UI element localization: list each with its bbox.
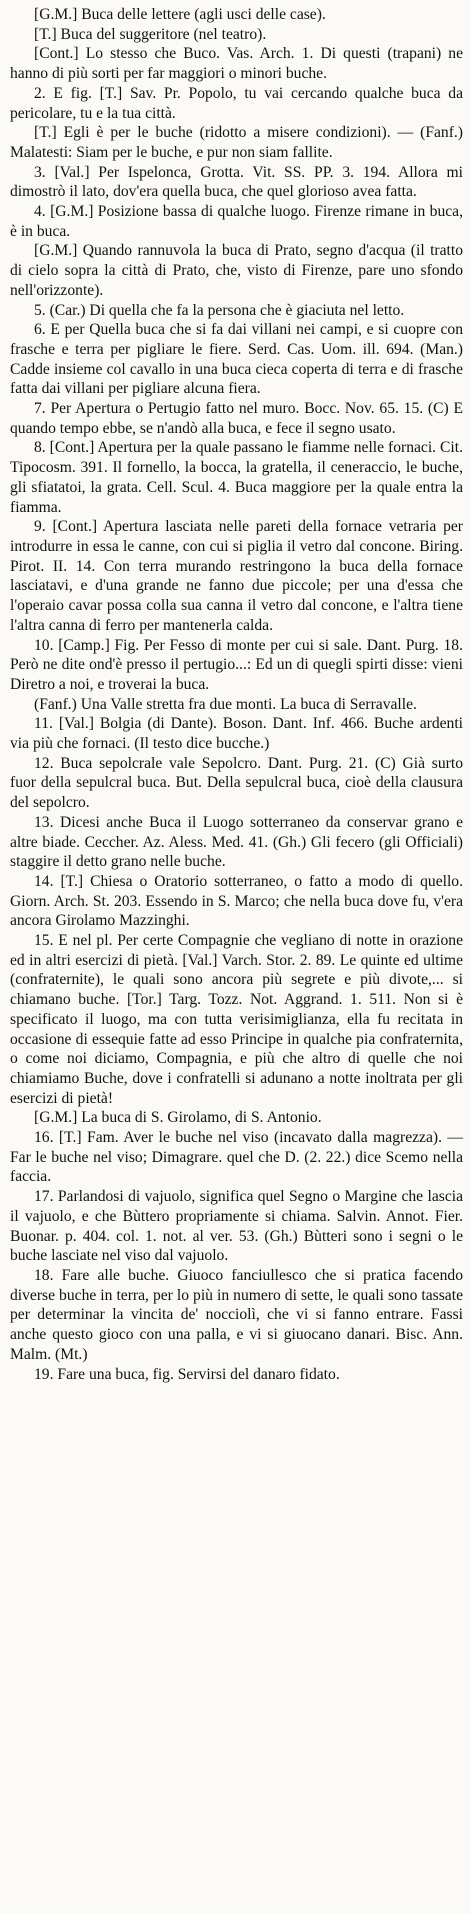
entry-paragraph: (Fanf.) Una Valle stretta fra due monti. La buca di Serravalle.: [34, 695, 417, 713]
entry-paragraph: [G.M.] La buca di S. Girolamo, di S. Antonio.: [34, 1109, 322, 1127]
entry-paragraph: 11. [Val.] Bolgia (di Dante). Boson. Dant. Inf. 466. Buche ardenti via più che fornaci. (Il testo dice bucche.): [10, 715, 463, 753]
entry-paragraph: 16. [T.] Fam. Aver le buche nel viso (incavato dalla magrezza). — Far le buche nel viso; Dimagrare. quel che D. (2. 22.) dice Scemo nella faccia.: [10, 1129, 463, 1186]
entry-paragraph: 17. Parlandosi di vajuolo, significa quel Segno o Margine che lascia il vajuolo, e che Bùttero propriamente si chiama. Salvin. Annot. Fier. Buonar. p. 404. col. 1. not. al ver. 53. (Gh.) Bùtteri sono i segni o le buche lasciate nel viso dal vajuolo.: [10, 1188, 463, 1265]
entry-paragraph: 14. [T.] Chiesa o Oratorio sotterraneo, o fatto a modo di quello. Giorn. Arch. St. 203. Essendo in S. Marco; che nella buca dove fu, v'era ancora Girolamo Mazzinghi.: [10, 872, 463, 930]
entry-paragraph: 6. E per Quella buca che si fa dai villani nei campi, e si cuopre con frasche e terra per pigliare le fiere. Serd. Cas. Uom. ill. 694. (Man.) Cadde insieme col cavallo in una buca cieca coperta di terra e di frasche fatta dai villani per pigliare alcuna fiera.: [10, 321, 463, 398]
entry-paragraph: 5. (Car.) Di quella che fa la persona che è giaciuta nel letto.: [34, 301, 405, 319]
entry-paragraph: 18. Fare alle buche. Giuoco fanciullesco che si pratica facendo diverse buche in terra, per lo più in numero di sette, le quali sono tassate per determinar la vincita de' nocciolì, che vi si fanno entrare. Fassi anche questo gioco con una palla, e vi si giuocano danari. Bisc. Ann. Malm. (Mt.): [10, 1267, 463, 1363]
entry-paragraph: 2. E fig. [T.] Sav. Pr. Popolo, tu vai cercando qualche buca da pericolare, tu e la tua città.: [10, 84, 463, 122]
entry-paragraph: 12. Buca sepolcrale vale Sepolcro. Dant. Purg. 21. (C) Già surto fuor della sepulcral buca. But. Della sepulcral buca, cioè della clausura del sepolcro.: [10, 754, 463, 812]
entry-paragraph: [G.M.] Buca delle lettere (agli usci delle case).: [34, 6, 326, 23]
entry-paragraph: 15. E nel pl. Per certe Compagnie che vegliano di notte in orazione ed in altri esercizi di pietà. [Val.] Varch. Stor. 2. 89. Le quinte ed ultime (confraternite), le quali sono ancora più segrete e più divote,... si chiamano buche. [Tor.] Targ. Tozz. Not. Aggrand. 1. 511. Non si è specificato il luogo, ma con tutta verisimiglianza, ella fu recitata in occasione di essequie fatte ad esso Principe in qualche pia confraternita, o come noi diciamo, Compagnia, e più che altro di quelle che noi chiamiamo Buche, dove i confratelli si adunano a notte inoltrata per gli esercizi di pietà!: [10, 932, 463, 1107]
entry-paragraph: 13. Dicesi anche Buca il Luogo sotterraneo da conservar grano e altre biade. Ceccher. Az. Aless. Med. 41. (Gh.) Gli fecero (gli Officiali) staggire il detto grano nelle buche.: [10, 813, 463, 871]
entry-paragraph: 4. [G.M.] Posizione bassa di qualche luogo. Firenze rimane in buca, è in buca.: [10, 203, 463, 240]
dictionary-column: [10, 5, 463, 1384]
entry-paragraph: [Cont.] Lo stesso che Buco. Vas. Arch. 1. Di questi (trapani) ne hanno di più sorti per far maggiori o minori buche.: [10, 45, 463, 83]
entry-paragraph: 9. [Cont.] Apertura lasciata nelle pareti della fornace vetraria per introdurre in essa le canne, con cui si piglia il vetro dal concone. Biring. Pirot. II. 14. Con terra murando restringono la buca della fornace lasciatavi, e d'una grande ne fanno due piccole; per una d'essa che l'operaio cavar possa colla sua canna il vetro dal concone, e l'altra tiene l'altra canna di ferro per mantenerla calda.: [10, 518, 463, 634]
entry-paragraph: 19. Fare una buca, fig. Servirsi del danaro fidato.: [34, 1365, 340, 1383]
entry-paragraph: 3. [Val.] Per Ispelonca, Grotta. Vit. SS. PP. 3. 194. Allora mi dimostrò il lato, dov'era quella buca, che quel glorioso avea fatta.: [10, 163, 463, 201]
entry-paragraph: 8. [Cont.] Apertura per la quale passano le fiamme nelle fornaci. Cit. Tipocosm. 391. Il fornello, la bocca, la gratella, il ceneraccio, le buche, gli sfiatatoi, la grata. Cell. Scul. 4. Buca maggiore per la quale entra la fiamma.: [10, 439, 463, 516]
entry-paragraph: 7. Per Apertura o Pertugio fatto nel muro. Bocc. Nov. 65. 15. (C) E quando tempo ebbe, se n'andò alla buca, e fece il segno usato.: [10, 400, 463, 437]
entry-paragraph: [G.M.] Quando rannuvola la buca di Prato, segno d'acqua (il tratto di cielo sopra la città di Prato, che, visto di Firenze, pare uno sfondo nell'orizzonte).: [10, 242, 463, 299]
entry-paragraph: [T.] Buca del suggeritore (nel teatro).: [34, 25, 267, 43]
entry-paragraph: 10. [Camp.] Fig. Per Fesso di monte per cui si sale. Dant. Purg. 18. Però ne dite ond'è presso il pertugio...: Ed un di quegli spirti disse: vieni Diretro a noi, e troverai la buca.: [10, 636, 463, 693]
entry-paragraph: [T.] Egli è per le buche (ridotto a misere condizioni). — (Fanf.) Malatesti: Siam per le buche, e pur non siam fallite.: [10, 124, 463, 161]
